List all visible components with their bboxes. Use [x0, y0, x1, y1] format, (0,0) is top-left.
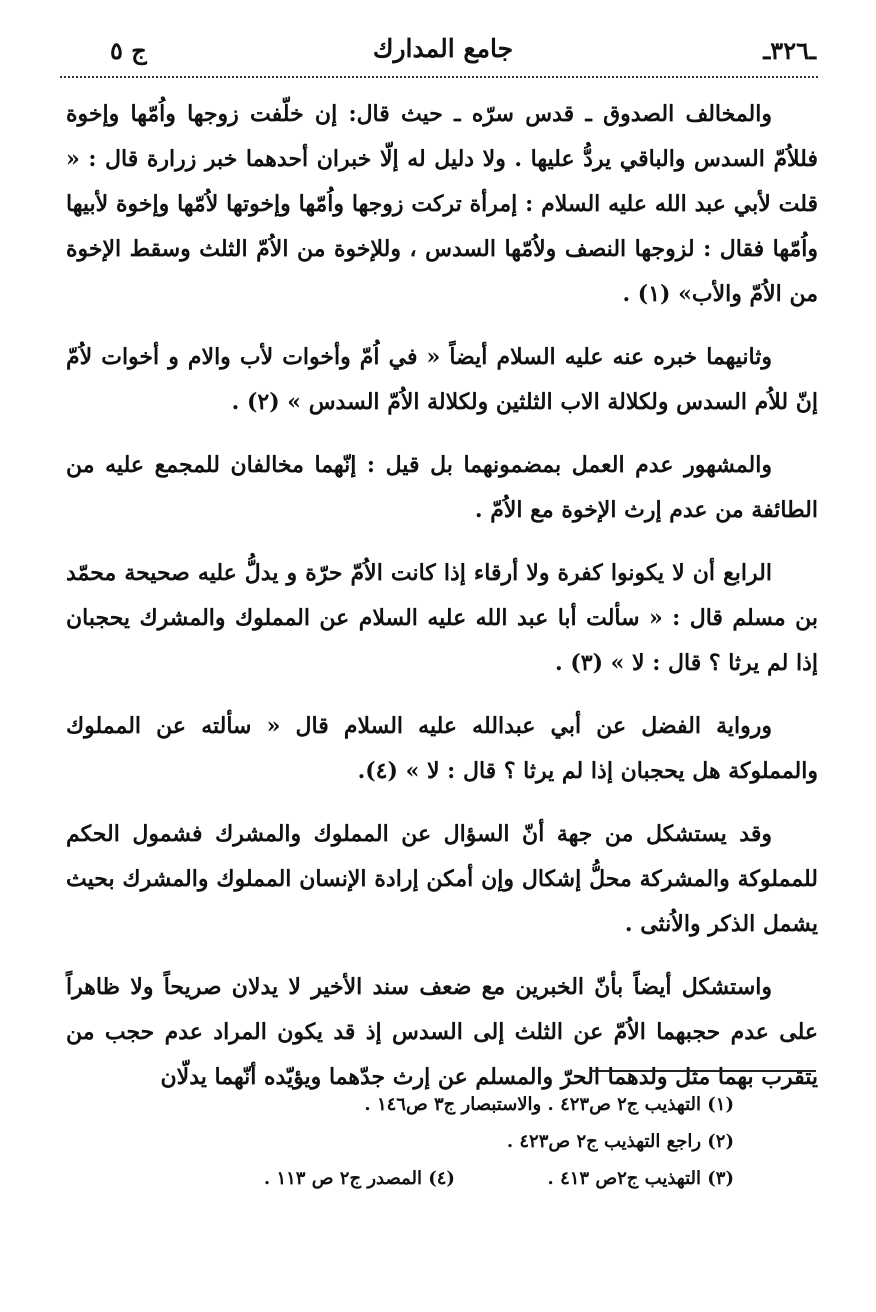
- footnote-3: (٣) التهذيب ج٢ص ٤١٣ .: [547, 1168, 734, 1189]
- footnote-2: (٢) راجع التهذيب ج٢ ص٤٢٣ .: [506, 1131, 734, 1152]
- page-number: ـ٣٢٦ـ: [763, 36, 816, 65]
- header-divider: [60, 76, 818, 78]
- paragraph-3: والمشهور عدم العمل بمضمونهما بل قيل : إنّهما مخالفان للمجمع عليه من الطائفة من عدم إرث الإخوة مع الاُمّ .: [66, 452, 818, 523]
- footnote-row-3-4: [120, 1160, 734, 1197]
- footnote-divider: [590, 1070, 816, 1072]
- footnote-4: (٤) المصدر ج٢ ص ١١٣ .: [263, 1168, 455, 1189]
- paragraph-5: ورواية الفضل عن أبي عبدالله عليه السلام قال « سألته عن المملوك والمملوكة هل يحجبان إذا لم يرثا ؟ قال : لا » (٤).: [66, 713, 818, 784]
- main-text: [66, 92, 818, 1118]
- paragraph-4: الرابع أن لا يكونوا كفرة ولا أرقاء إذا كانت الاُمّ حرّة و يدلُّ عليه صحيحة محمّد بن مسلم قال : « سألت أبا عبد الله عليه السلام عن المملوك والمشرك يحجبان إذا لم يرثا ؟ قال : لا » (٣) .: [66, 560, 818, 676]
- footnote-1: (١) التهذيب ج٢ ص٤٢٣ . والاستبصار ج٣ ص١٤٦ .: [364, 1094, 734, 1115]
- paragraph-1: والمخالف الصدوق ـ قدس سرّه ـ حيث قال: إن خلّفت زوجها واُمّها وإخوة فللاُمّ السدس والباقي يردُّ عليها . ولا دليل له إلّا خبران أحدهما خبر زرارة قال : « قلت لأبي عبد الله عليه السلام : إمرأة تركت زوجها واُمّها وإخوتها لاُمّها وإخوة لأبيها واُمّها فقال : لزوجها النصف ولاُمّها السدس ، وللإخوة من الاُمّ الثلث وسقط الإخوة من الاُمّ والأب» (١) .: [66, 101, 818, 307]
- book-title: جامع المدارك: [372, 34, 514, 63]
- volume-label: ج ٥: [110, 36, 147, 65]
- running-header: [70, 30, 816, 74]
- footnotes: [120, 1086, 734, 1197]
- paragraph-2: وثانيهما خبره عنه عليه السلام أيضاً « في اُمّ وأخوات لأب والام و أخوات لاُمّ إنّ للاُم السدس ولكلالة الاب الثلثين ولكلالة الاُمّ السدس » (٢) .: [66, 344, 818, 415]
- paragraph-6: وقد يستشكل من جهة أنّ السؤال عن المملوك والمشرك فشمول الحكم للمملوكة والمشركة محلُّ إشكال وإن أمكن إرادة الإنسان المملوك والمشرك بحيث يشمل الذكر والاُنثى .: [66, 821, 818, 937]
- paragraph-7: واستشكل أيضاً بأنّ الخبرين مع ضعف سند الأخير لا يدلان صريحاً ولا ظاهراً على عدم حجبهما الاُمّ عن الثلث إلى السدس إذ قد يكون المراد عدم حجب من يتقرب بهما مثل ولدهما الحرّ والمسلم عن إرث جدّهما ويؤيّده أنّهما يدلّان: [66, 974, 818, 1090]
